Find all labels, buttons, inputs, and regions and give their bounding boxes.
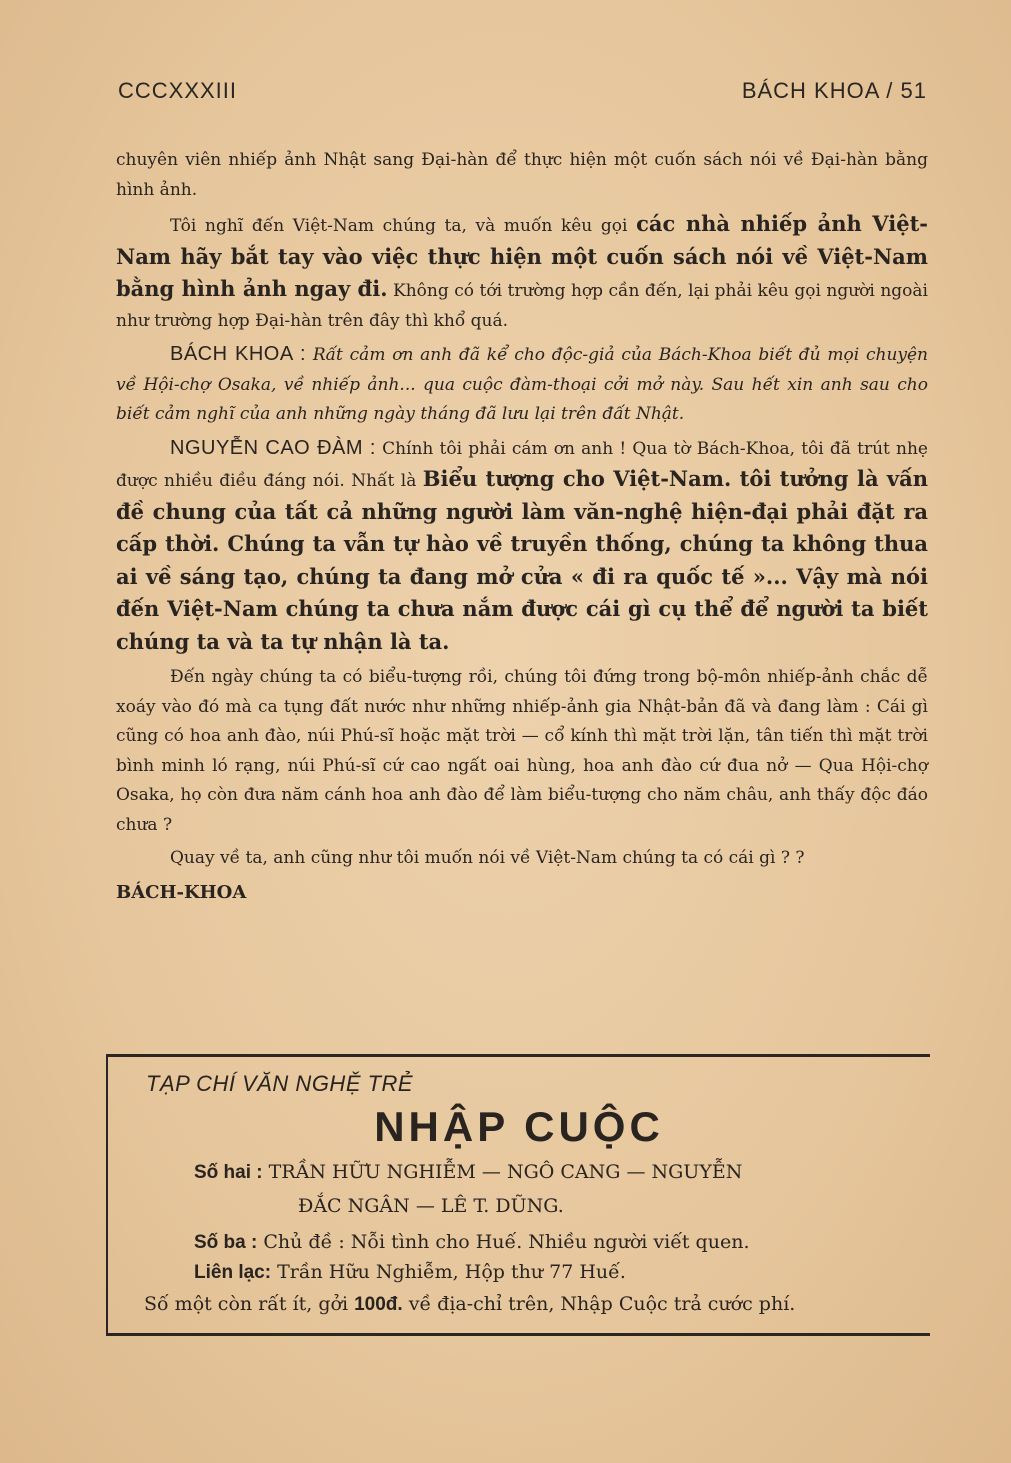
speaker-label: NGUYỄN CAO ĐÀM :	[170, 436, 376, 459]
issue-number: CCCXXXIII	[118, 78, 238, 103]
ad-line-issue-two: Số hai : TRẦN HỮU NGHIỄM — NGÔ CANG — NGUYỄN	[194, 1161, 743, 1183]
emphasis-text: Biểu tượng cho Việt-Nam. tôi tưởng là vấn đề chung của tất cả những người làm văn-nghệ hiện-đại phải đặt ra cấp thời. Chúng ta vẫn tự hào về truyền thống, chúng ta không thua ai về sáng tạo, chúng ta đang mở cửa « đi ra quốc tế »... Vậy mà nói đến Việt-Nam chúng ta chưa nắm được cái gì cụ thể để người ta biết chúng ta và ta tự nhận là ta.	[116, 466, 928, 654]
ad-line-issue-one: Số một còn rất ít, gởi 100đ. về địa-chỉ trên, Nhập Cuộc trả cước phí.	[144, 1293, 796, 1315]
paragraph-3: BÁCH KHOA : Rất cảm ơn anh đã kể cho độc-giả của Bách-Khoa biết đủ mọi chuyện về Hội-chợ Osaka, về nhiếp ảnh... qua cuộc đàm-thoại cởi mở này. Sau hết xin anh sau cho biết cảm nghĩ của anh những ngày tháng đã lưu lại trên đất Nhật.	[116, 343, 929, 424]
ad-line-contact: Liên lạc: Trần Hữu Nghiễm, Hộp thư 77 Huế.	[194, 1261, 626, 1283]
journal-page-number: BÁCH KHOA / 51	[741, 78, 927, 103]
emphasis-text: các nhà nhiếp ảnh Việt-Nam hãy bắt tay vào việc thực hiện một cuốn sách nói về Việt-Nam bằng hình ảnh ngay đi.	[116, 211, 928, 301]
signature: BÁCH-KHOA	[116, 881, 247, 903]
paragraph-1: chuyên viên nhiếp ảnh Nhật sang Đại-hàn để thực hiện một cuốn sách nói về Đại-hàn bằng hình ảnh.	[116, 150, 928, 200]
ad-line-issue-two-cont: ĐẮC NGÂN — LÊ T. DŨNG.	[298, 1195, 564, 1217]
ad-title: NHẬP CUỘC	[374, 1103, 664, 1150]
advertisement-box	[106, 1054, 930, 1336]
ad-kicker: TẠP CHÍ VĂN NGHỆ TRẺ	[146, 1071, 414, 1096]
speaker-label: BÁCH KHOA :	[170, 343, 307, 365]
paragraph-2: Tôi nghĩ đến Việt-Nam chúng ta, và muốn kêu gọi các nhà nhiếp ảnh Việt-Nam hãy bắt tay vào việc thực hiện một cuốn sách nói về Việt-Nam bằng hình ảnh ngay đi. Không có tới trường hợp cần đến, lại phải kêu gọi người ngoài như trường hợp Đại-hàn trên đây thì khổ quá.	[116, 211, 928, 331]
ad-line-issue-three: Số ba : Chủ đề : Nỗi tình cho Huế. Nhiều người viết quen.	[194, 1231, 750, 1253]
paragraph-4: NGUYỄN CAO ĐÀM : Chính tôi phải cám ơn anh ! Qua tờ Bách-Khoa, tôi đã trút nhẹ được nhiều điều đáng nói. Nhất là Biểu tượng cho Việt-Nam. tôi tưởng là vấn đề chung của tất cả những người làm văn-nghệ hiện-đại phải đặt ra cấp thời. Chúng ta vẫn tự hào về truyền thống, chúng ta không thua ai về sáng tạo, chúng ta đang mở cửa « đi ra quốc tế »... Vậy mà nói đến Việt-Nam chúng ta chưa nắm được cái gì cụ thể để người ta biết chúng ta và ta tự nhận là ta.	[116, 436, 928, 654]
paragraph-6: Quay về ta, anh cũng như tôi muốn nói về Việt-Nam chúng ta có cái gì ? ?	[170, 848, 805, 868]
paragraph-5: Đến ngày chúng ta có biểu-tượng rồi, chúng tôi đứng trong bộ-môn nhiếp-ảnh chắc dễ xoáy vào đó mà ca tụng đất nước như những nhiếp-ảnh gia Nhật-bản đã và đang làm : Cái gì cũng có hoa anh đào, núi Phú-sĩ hoặc mặt trời — cổ kính thì mặt trời lặn, tân tiến thì mặt trời bình minh ló rạng, núi Phú-sĩ cứ cao ngất oai hùng, hoa anh đào cứ đua nở — Qua Hội-chợ Osaka, họ còn đưa năm cánh hoa anh đào để làm biểu-tượng cho năm châu, anh thấy độc đáo chưa ?	[116, 667, 928, 835]
article-body	[116, 146, 928, 911]
page-header	[118, 78, 927, 104]
